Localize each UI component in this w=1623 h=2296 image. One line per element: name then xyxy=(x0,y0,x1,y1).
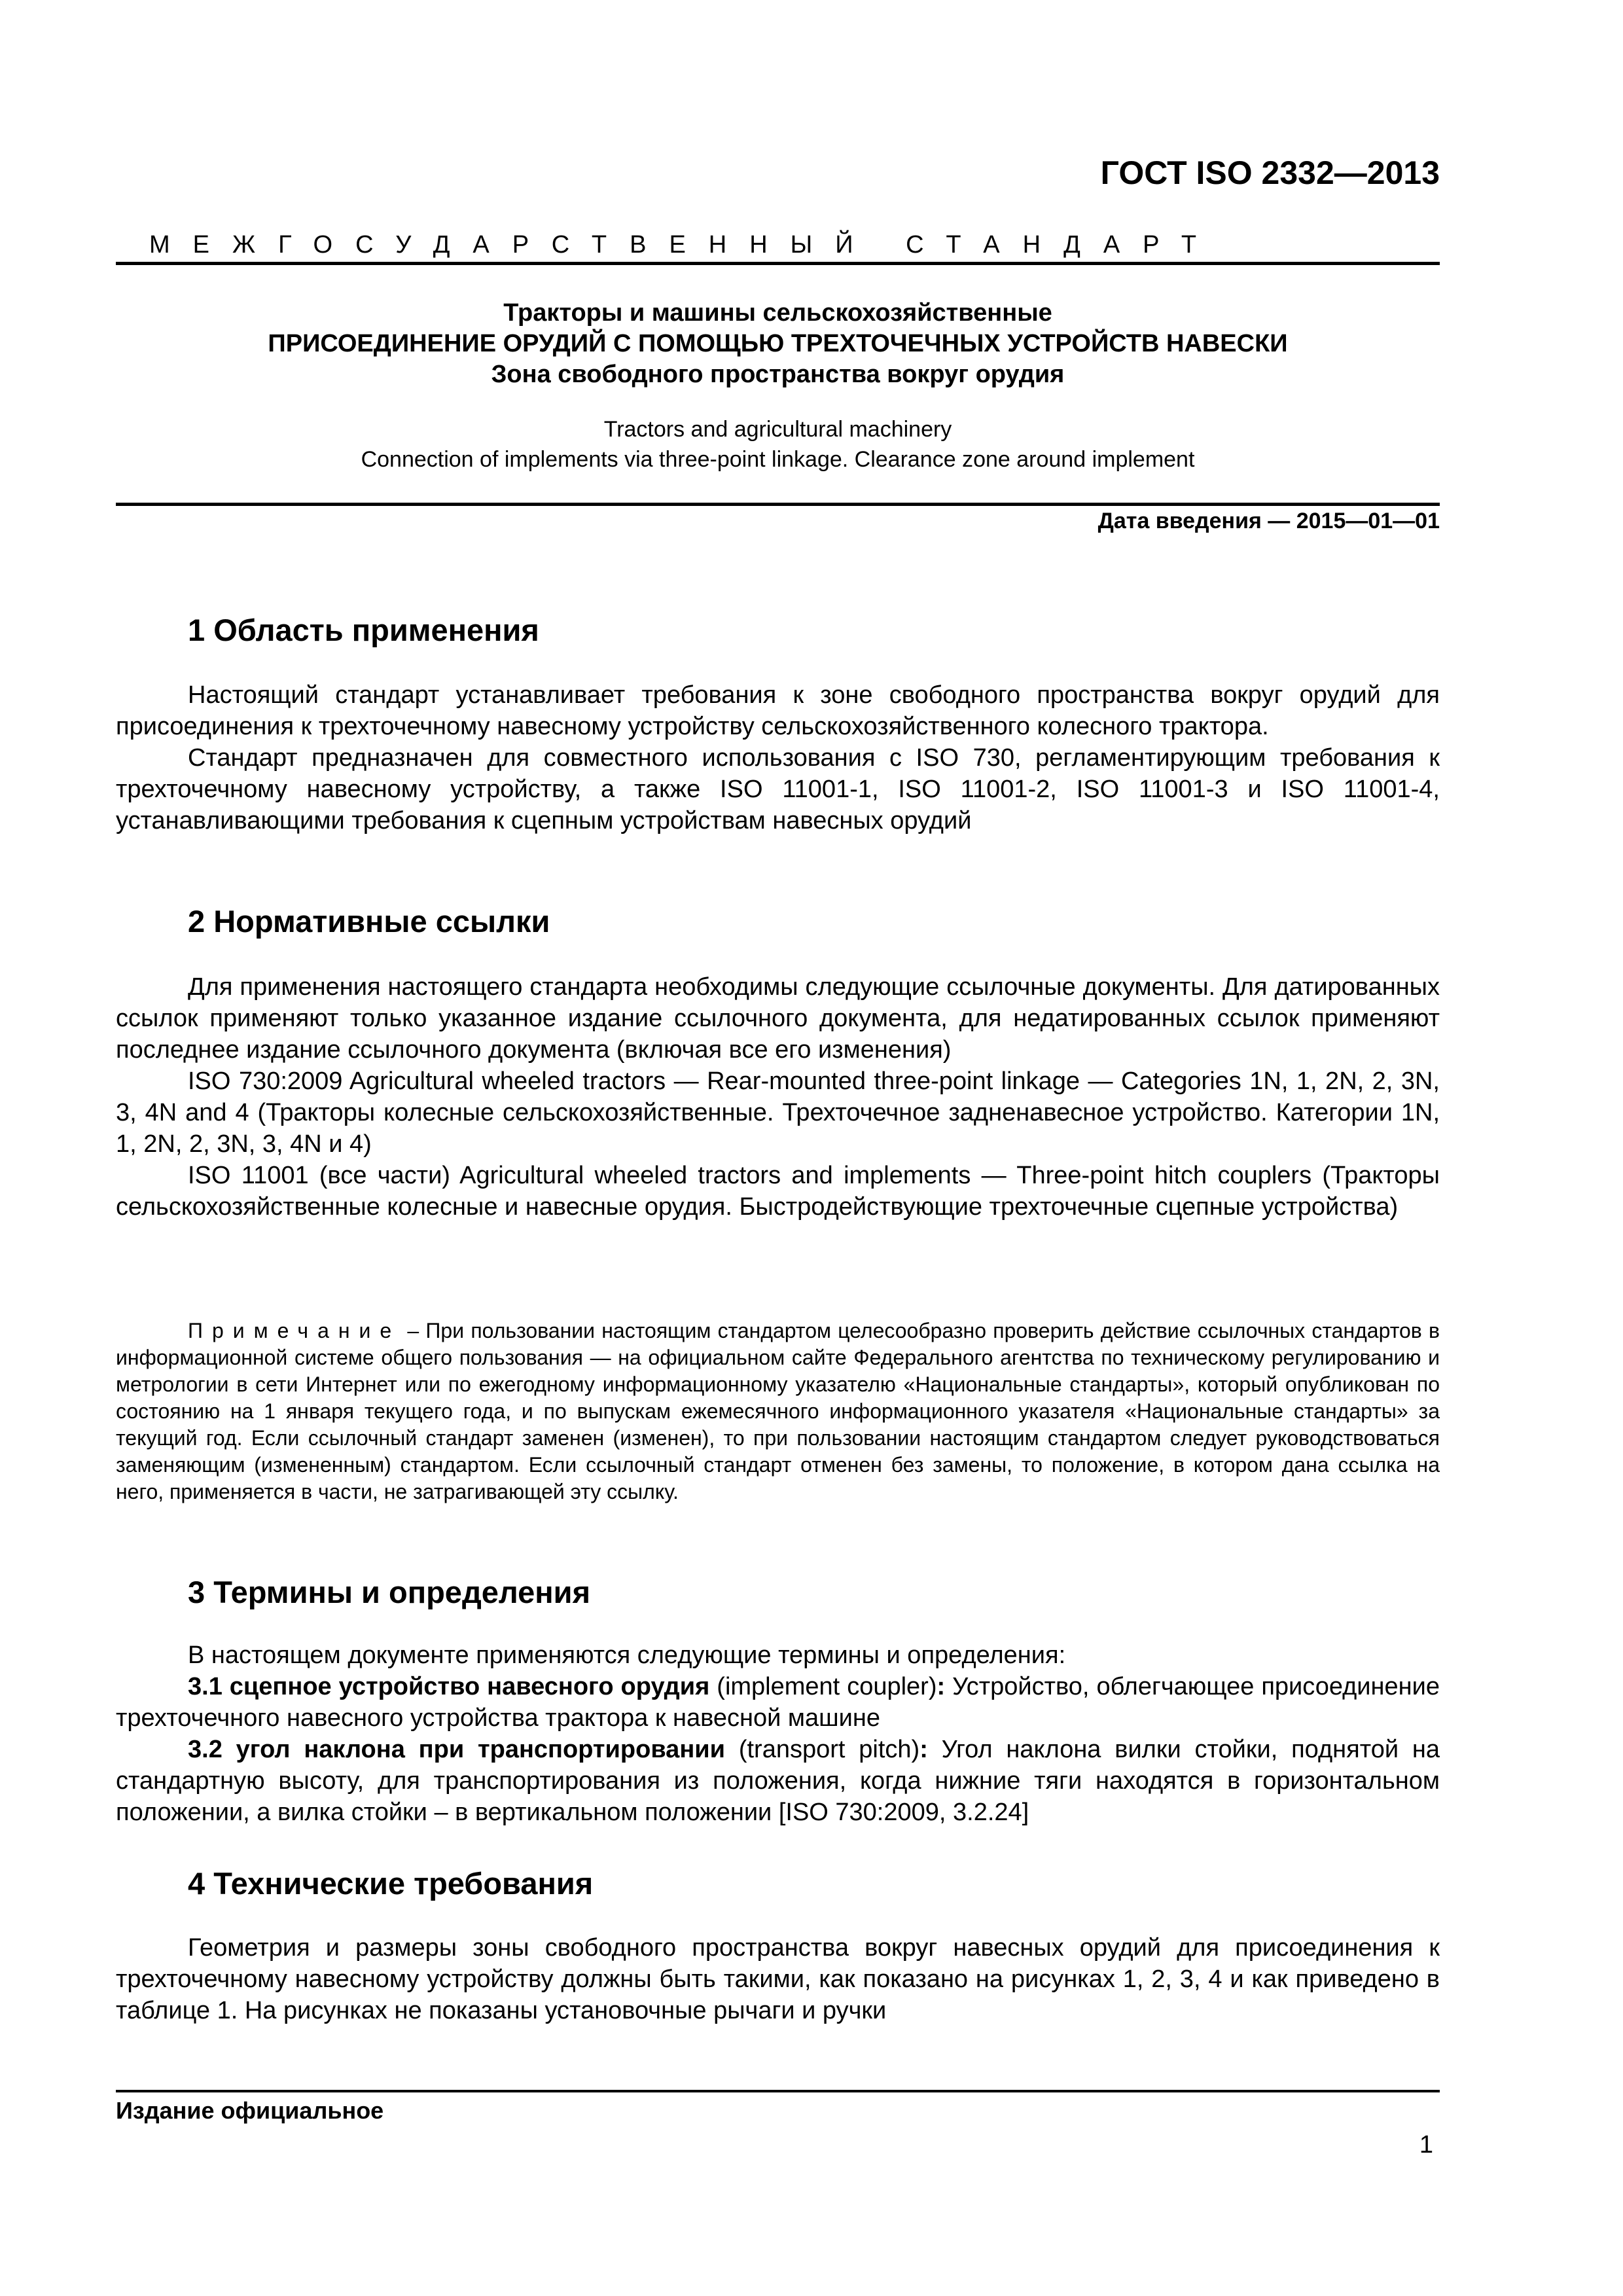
section-1-paragraph-2: Стандарт предназначен для совместного использования с ISO 730, регламентирующим требования к трехточечному навесному устройству, а также ISO 11001-1, ISO 11001-2, ISO 11001-3 и ISO 11001-4, устанавливающими требования к сцепным устройствам навесных орудий xyxy=(116,744,1440,834)
section-1-heading: 1 Область применения xyxy=(188,613,539,647)
section-4-body xyxy=(116,1932,1440,2026)
section-2-heading: 2 Нормативные ссылки xyxy=(188,904,550,939)
definition-3-2-colon: : xyxy=(919,1736,928,1763)
official-edition-label: Издание официальное xyxy=(116,2097,384,2124)
interstate-standard-label: МЕЖГОСУДАРСТВЕННЫЙ СТАНДАРТ xyxy=(149,231,1220,259)
title-en-line2: Connection of implements via three-point linkage. Clearance zone around implement xyxy=(361,447,1195,472)
definition-3-2 xyxy=(116,1734,1440,1828)
title-ru xyxy=(116,298,1440,390)
definition-3-2-text: Угол наклона вилки стойки, поднятой на стандартную высоту, для транспортирования из положения, когда нижние тяги находятся в горизонтальном положении, а вилка стойки – в вертикальном положении [ISO 730:2009, 3.2.24] xyxy=(116,1736,1440,1826)
title-rule xyxy=(116,503,1440,506)
section-2-paragraph-1: Для применения настоящего стандарта необходимы следующие ссылочные документы. Для датированных ссылок применяют только указанное издание ссылочного документа, для недатированных ссылок применяют последнее издание ссылочного документа (включая все его изменения) xyxy=(116,973,1440,1064)
section-4-heading: 4 Технические требования xyxy=(188,1866,594,1901)
definition-3-1-term: 3.1 сцепное устройство навесного орудия xyxy=(188,1673,710,1700)
title-en xyxy=(116,414,1440,475)
section-2-paragraph-3: ISO 11001 (все части) Agricultural wheeled tractors and implements — Three-point hitch couplers (Тракторы сельскохозяйственные колесные и навесные орудия. Быстродействующие трехточечные сцепные устройства) xyxy=(116,1162,1440,1221)
title-ru-line2: ПРИСОЕДИНЕНИЕ ОРУДИЙ С ПОМОЩЬЮ ТРЕХТОЧЕЧНЫХ УСТРОЙСТВ НАВЕСКИ xyxy=(268,330,1288,357)
section-2-body xyxy=(116,971,1440,1223)
definition-3-1-en: (implement coupler) xyxy=(709,1673,937,1700)
definition-3-2-term: 3.2 угол наклона при транспортировании xyxy=(188,1736,725,1763)
definition-3-1 xyxy=(116,1671,1440,1734)
definition-3-1-text: Устройство, облегчающее присоединение трехточечного навесного устройства трактора к навесной машине xyxy=(116,1673,1440,1732)
section-3-intro: В настоящем документе применяются следующие термины и определения: xyxy=(188,1641,1066,1669)
section-3-heading: 3 Термины и определения xyxy=(188,1575,590,1609)
introduction-date: Дата введения — 2015—01—01 xyxy=(1097,509,1440,533)
title-en-line1: Tractors and agricultural machinery xyxy=(603,417,952,442)
section-1-body xyxy=(116,679,1440,836)
section-1-paragraph-1: Настоящий стандарт устанавливает требования к зоне свободного пространства вокруг орудий для присоединения к трехточечному навесному устройству сельскохозяйственного колесного трактора. xyxy=(116,681,1440,740)
title-ru-line3: Зона свободного пространства вокруг орудия xyxy=(491,361,1065,388)
page-number: 1 xyxy=(1419,2131,1433,2159)
note-text: – При пользовании настоящим стандартом целесообразно проверить действие ссылочных стандартов в информационной системе общего пользования — на официальном сайте Федерального агентства по техническому регулированию и метрологии в сети Интернет или по ежегодному информационному указателю «Национальные стандарты», который опубликован по состоянию на 1 января текущего года, и по выпускам ежемесячного информационного указателя «Национальные стандарты» за текущий год. Если ссылочный стандарт заменен (изменен), то при пользовании настоящим стандартом следует руководствоваться заменяющим (измененным) стандартом. Если ссылочный стандарт отменен без замены, то положение, в котором дана ссылка на него, применяется в части, не затрагивающей эту ссылку. xyxy=(116,1319,1440,1503)
section-3-body xyxy=(116,1640,1440,1828)
note-label: Примечание xyxy=(188,1319,401,1342)
section-2-paragraph-2: ISO 730:2009 Agricultural wheeled tractors — Rear-mounted three-point linkage — Categories 1N, 1, 2N, 2, 3N, 3, 4N and 4 (Тракторы колесные сельскохозяйственные. Трехточечное задненавесное устройство. Категории 1N, 1, 2N, 2, 3N, 3, 4N и 4) xyxy=(116,1067,1440,1158)
definition-3-1-colon: : xyxy=(936,1673,946,1700)
title-ru-line1: Тракторы и машины сельскохозяйственные xyxy=(503,299,1052,327)
definition-3-2-en: (transport pitch) xyxy=(725,1736,920,1763)
section-4-paragraph-1: Геометрия и размеры зоны свободного пространства вокруг навесных орудий для присоединения к трехточечному навесному устройству должны быть такими, как показано на рисунках 1, 2, 3, 4 и как приведено в таблице 1. На рисунках не показаны установочные рычаги и ручки xyxy=(116,1934,1440,2024)
standard-designation: ГОСТ ISO 2332—2013 xyxy=(1100,154,1440,191)
header-rule xyxy=(116,262,1440,265)
note xyxy=(116,1318,1440,1505)
footer-rule xyxy=(116,2090,1440,2092)
